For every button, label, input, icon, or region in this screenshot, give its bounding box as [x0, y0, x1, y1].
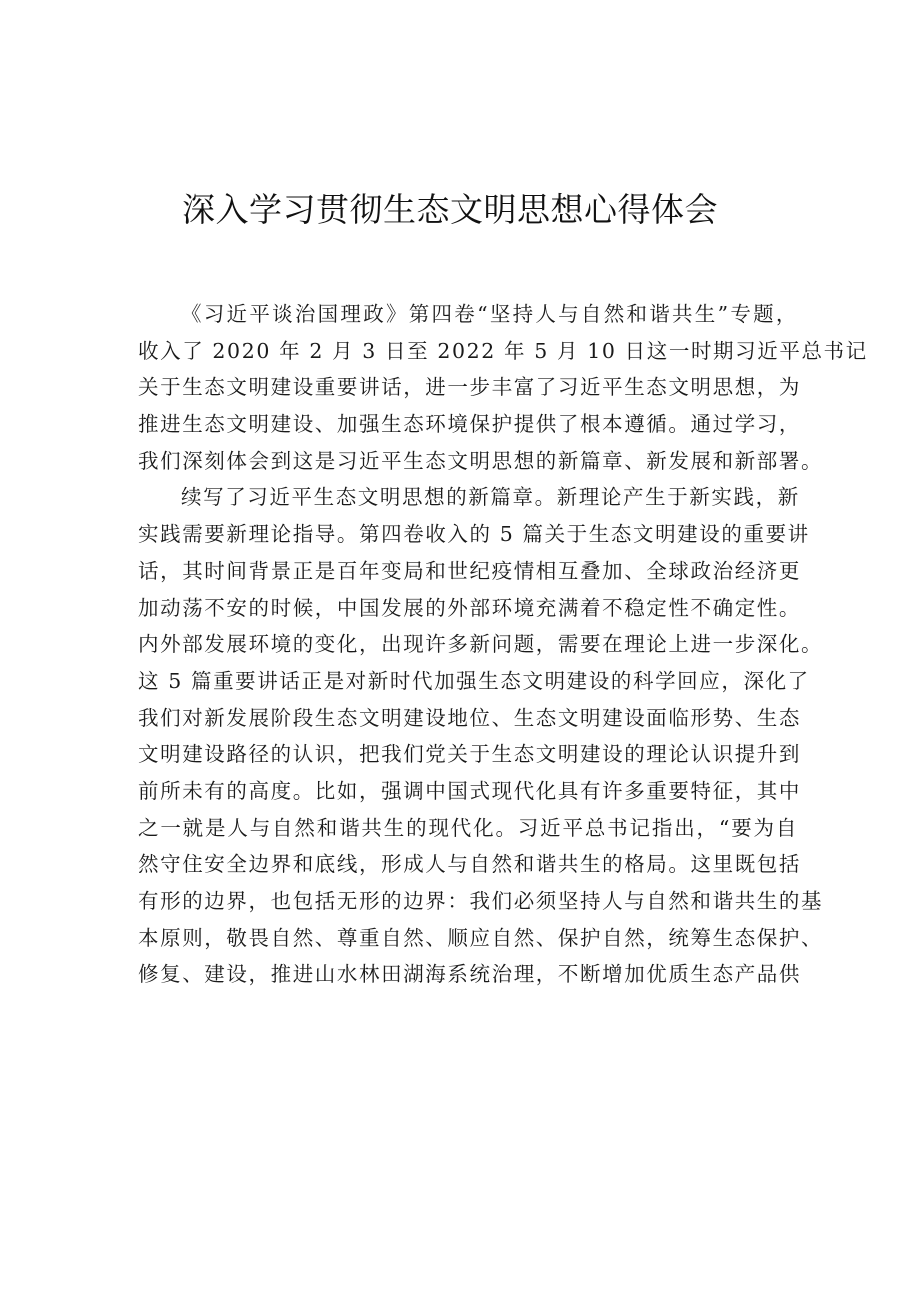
text-line: 加动荡不安的时候，中国发展的外部环境充满着不稳定性不确定性。 — [138, 595, 801, 620]
text-line: 本原则，敬畏自然、尊重自然、顺应自然、保护自然，统筹生态保护、 — [138, 925, 824, 950]
text-line: 有形的边界，也包括无形的边界：我们必须坚持人与自然和谐共生的基 — [138, 889, 824, 913]
text-line: 内外部发展环境的变化，出现许多新问题，需要在理论上进一步深化。 — [138, 632, 824, 657]
paragraph-1 — [138, 296, 868, 479]
text-line: 实践需要新理论指导。第四卷收入的 5 篇关于生态文明建设的重要讲 — [138, 522, 810, 547]
document-body — [138, 296, 868, 993]
text-line: 这 5 篇重要讲话正是对新时代加强生态文明建设的科学回应，深化了 — [138, 668, 810, 693]
text-line: 前所未有的高度。比如，强调中国式现代化具有许多重要特征，其中 — [138, 778, 801, 803]
text-line: 关于生态文明建设重要讲话，进一步丰富了习近平生态文明思想，为 — [138, 375, 801, 400]
text-line: 收入了 2020 年 2 月 3 日至 2022 年 5 月 10 日这一时期习近平总书记 — [138, 338, 868, 363]
text-line: 之一就是人与自然和谐共生的现代化。习近平总书记指出，“要为自 — [138, 815, 798, 840]
text-line: 推进生态文明建设、加强生态环境保护提供了根本遵循。通过学习， — [138, 412, 801, 437]
paragraph-2 — [138, 479, 824, 993]
text-line: 我们深刻体会到这是习近平生态文明思想的新篇章、新发展和新部署。 — [138, 448, 824, 473]
text-line: 话，其时间背景正是百年变局和世纪疫情相互叠加、全球政治经济更 — [138, 558, 801, 583]
text-line: 《习近平谈治国理政》第四卷“坚持人与自然和谐共生”专题， — [181, 302, 798, 326]
text-line: 修复、建设，推进山水林田湖海系统治理，不断增加优质生态产品供 — [138, 962, 801, 987]
text-line: 续写了习近平生态文明思想的新篇章。新理论产生于新实践，新 — [181, 485, 800, 510]
text-line: 然守住安全边界和底线，形成人与自然和谐共生的格局。这里既包括 — [138, 852, 801, 877]
text-line: 文明建设路径的认识，把我们党关于生态文明建设的理论认识提升到 — [138, 742, 801, 767]
document-title: 深入学习贯彻生态文明思想心得体会 — [182, 190, 718, 229]
text-line: 我们对新发展阶段生态文明建设地位、生态文明建设面临形势、生态 — [138, 705, 801, 730]
